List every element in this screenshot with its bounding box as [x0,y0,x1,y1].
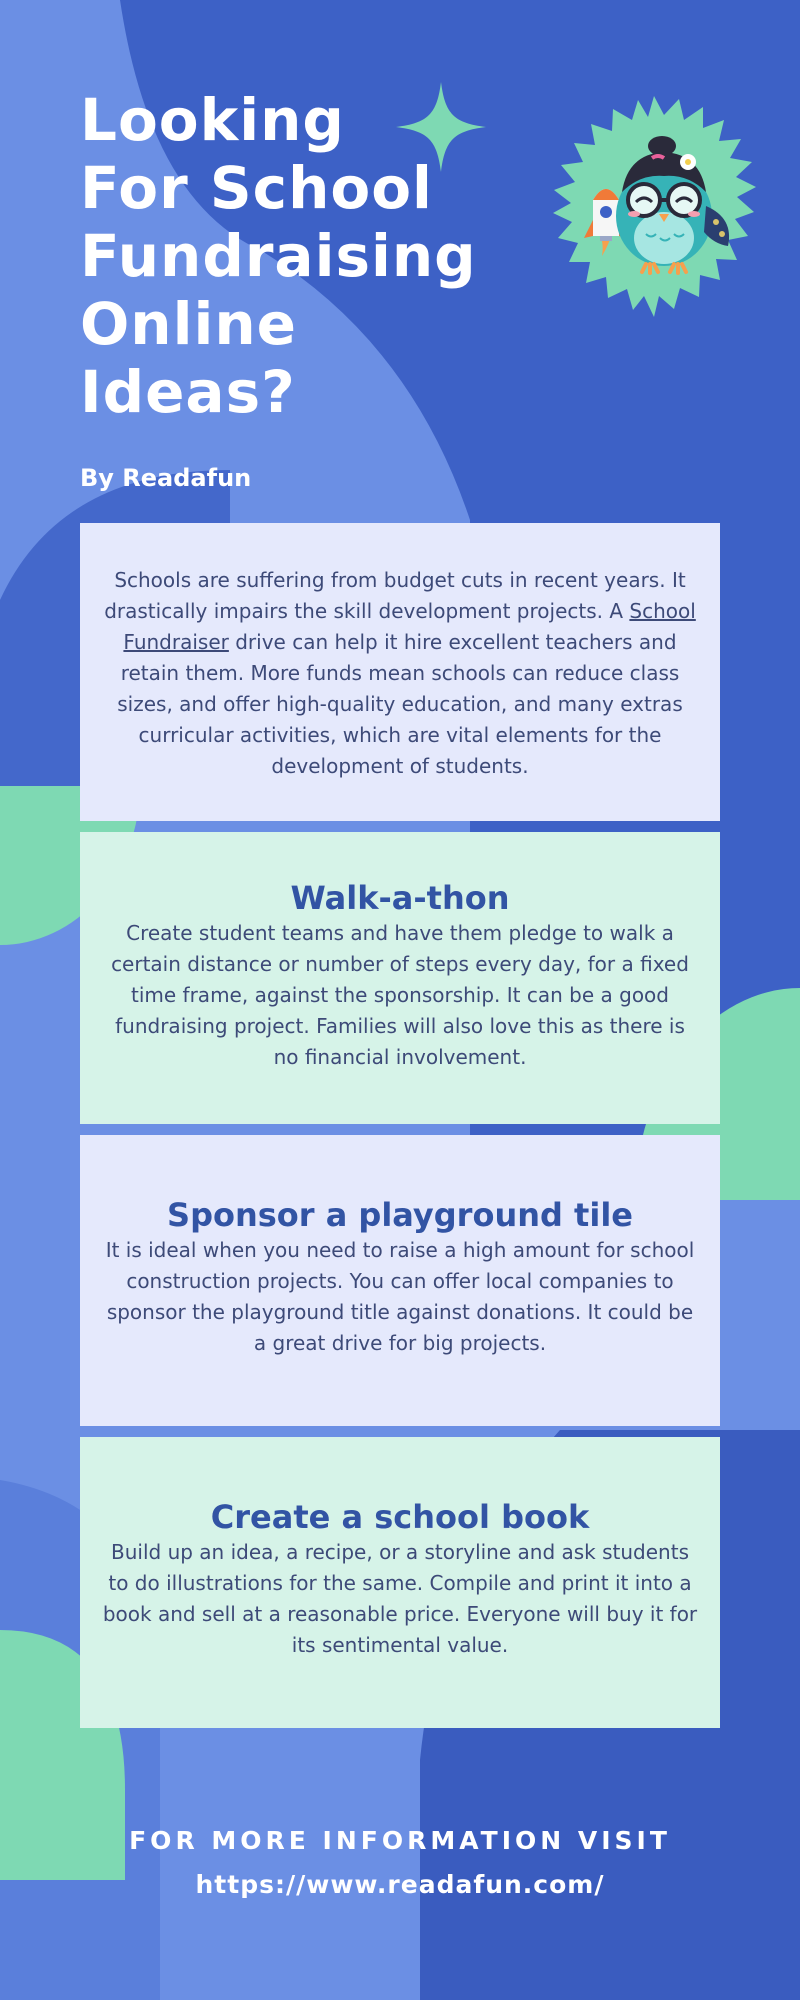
idea-card-walkathon [80,832,720,1124]
idea-title: Create a school book [210,1498,590,1536]
idea-card-school-book [80,1437,720,1728]
title-line: Online [80,290,297,358]
idea-title: Walk-a-thon [290,879,510,917]
school-fundraiser-link[interactable]: School Fundraiser [123,599,696,654]
footer-url-link[interactable]: https://www.readafun.com/ [195,1870,605,1899]
idea-card-playground-tile [80,1135,720,1426]
idea-body: Build up an idea, a recipe, or a storyline and ask students to do illustrations for the same. Compile and print it into a book and sell at a reasonable price. Everyone will buy it for its sentimental value. [102,1540,698,1657]
intro-text [100,565,700,782]
intro-text-end: drive can help it hire excellent teachers and retain them. More funds mean schools can reduce class sizes, and offer high-quality education, and many extras curricular activities, which are vital elements for the development of students. [117,630,683,778]
title-line: Fundraising [80,222,477,290]
idea-body: Create student teams and have them pledge to walk a certain distance or number of steps every day, for a fixed time frame, against the sponsorship. It can be a good fundraising project. Families will also love this as there is no financial involvement. [111,921,689,1069]
owl-mascot-with-rocket-icon [538,96,770,328]
title-line: Looking [80,86,345,154]
intro-text-start: Schools are suffering from budget cuts in recent years. It drastically impairs the skill development projects. A [104,568,686,623]
title-line: Ideas? [80,358,296,426]
idea-body: It is ideal when you need to raise a high amount for school construction projects. You can offer local companies to sponsor the playground title against donations. It could be a great drive for big projects. [105,1238,695,1355]
footer-heading: FOR MORE INFORMATION VISIT [129,1826,671,1855]
title-line: For School [80,154,433,222]
idea-title: Sponsor a playground tile [167,1196,633,1234]
intro-card [80,523,720,821]
byline: By Readafun [80,464,252,492]
sparkle-star-icon [396,82,486,172]
